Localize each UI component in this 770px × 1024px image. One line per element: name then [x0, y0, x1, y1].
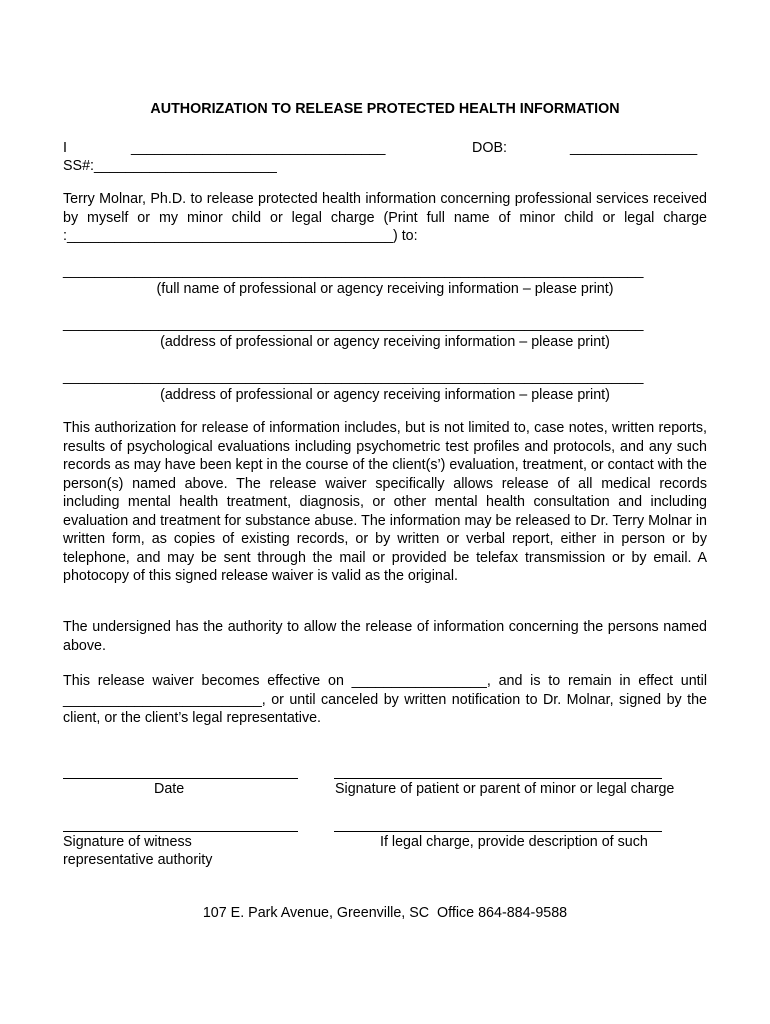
recipient-address-line-1[interactable]: _________________________________________________________________________: [63, 316, 644, 332]
effective-dates-paragraph: This release waiver becomes effective on _________________, and is to remain in effect until _________________________, or until canceled by written notification to Dr. Molnar, signed by the client, or the client’s legal representative.: [63, 673, 707, 726]
client-name-blank[interactable]: ________________________________: [131, 140, 386, 156]
dob-label: DOB:: [472, 140, 507, 156]
recipient-address-caption-1: (address of professional or agency receiving information – please print): [160, 334, 610, 350]
legal-charge-label: If legal charge, provide description of such: [380, 834, 648, 850]
date-label: Date: [154, 781, 185, 797]
authority-paragraph: The undersigned has the authority to allow the release of information concerning the persons named above.: [63, 619, 707, 654]
ssn-field[interactable]: SS#:_______________________: [63, 158, 277, 174]
recipient-address-caption-2: (address of professional or agency receiving information – please print): [160, 387, 610, 403]
footer-address: 107 E. Park Avenue, Greenville, SC Office 864-884-9588: [202, 905, 568, 921]
recipient-name-line[interactable]: _________________________________________________________________________: [63, 263, 644, 279]
dob-blank[interactable]: ________________: [570, 140, 698, 156]
date-signature-line[interactable]: [63, 778, 298, 779]
document-title: AUTHORIZATION TO RELEASE PROTECTED HEALTH INFORMATION: [150, 101, 620, 117]
recipient-name-caption: (full name of professional or agency receiving information – please print): [156, 281, 614, 297]
recipient-address-line-2[interactable]: _________________________________________________________________________: [63, 369, 644, 385]
intro-paragraph: Terry Molnar, Ph.D. to release protected health information concerning professional services received by myself or my minor child or legal charge (Print full name of minor child or legal charge :_________________________________________) to:: [63, 191, 707, 244]
representative-authority-label: representative authority: [63, 852, 213, 868]
legal-charge-line[interactable]: [334, 831, 662, 832]
patient-signature-line[interactable]: [334, 778, 662, 779]
witness-signature-line[interactable]: [63, 831, 298, 832]
witness-label: Signature of witness: [63, 834, 192, 850]
patient-signature-label: Signature of patient or parent of minor or legal charge: [335, 781, 675, 797]
authorization-scope-paragraph: This authorization for release of information includes, but is not limited to, case notes, written reports, results of psychological evaluations including psychometric test profiles and protocols, and any such records as may have been kept in the course of the client(s’) evaluation, treatment, or contact with the person(s) named above. The release waiver specifically allows release of all medical records including mental health treatment, diagnosis, or other mental health consultation and including evaluation and treatment for substance abuse. The information may be released to Dr. Terry Molnar in written form, as copies of existing records, or by written or verbal report, either in person or by telephone, and may be sent through the mail or provided be telefax transmission or by email. A photocopy of this signed release waiver is valid as the original.: [63, 420, 707, 584]
i-label: I: [63, 140, 67, 156]
